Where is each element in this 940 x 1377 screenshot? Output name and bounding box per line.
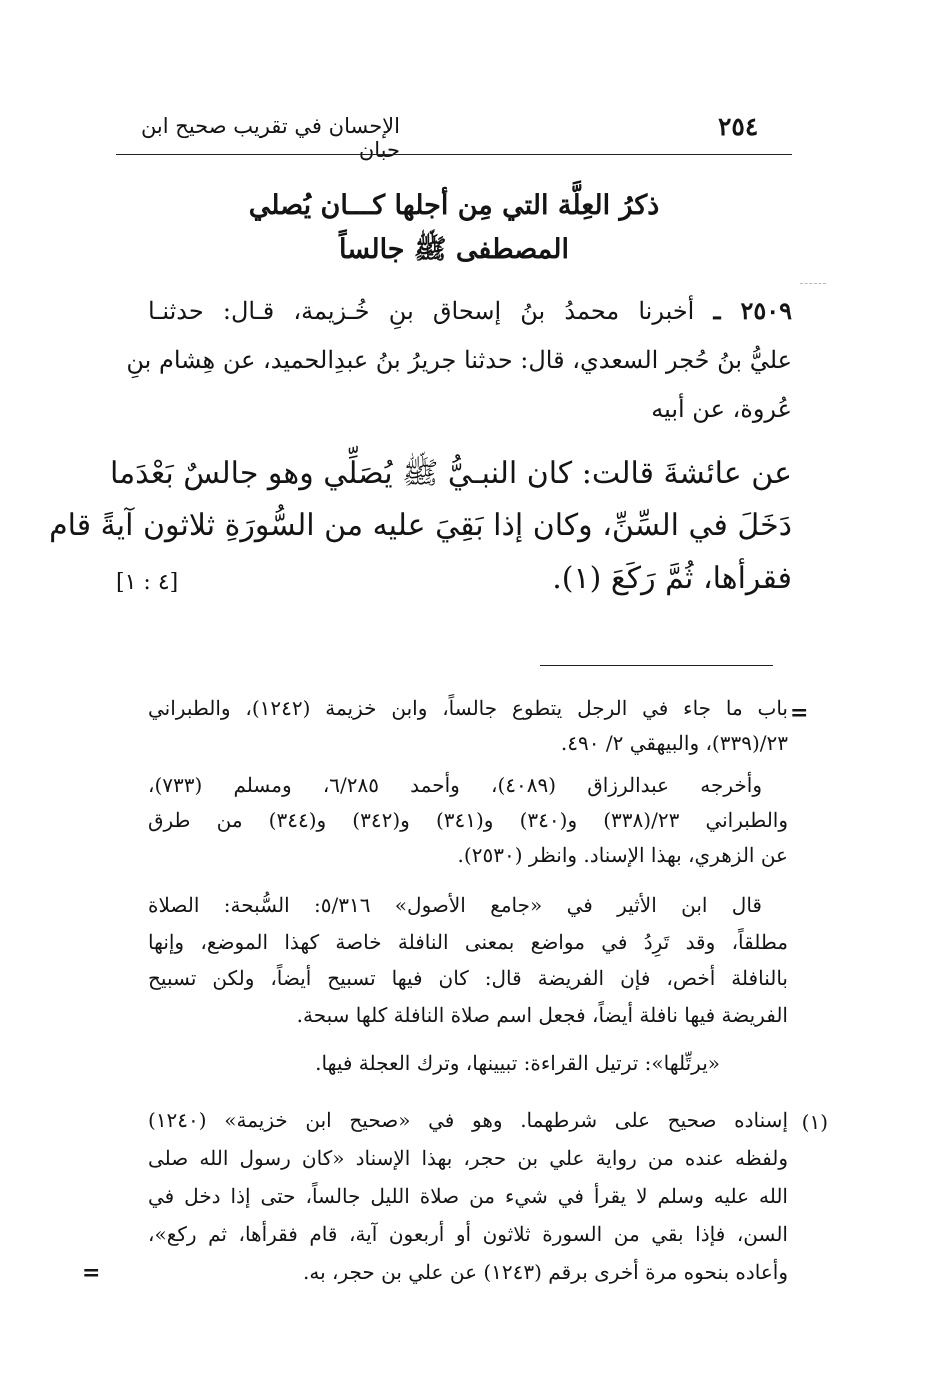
footnote-continued-line-9: الفريضة فيها نافلة أيضاً، فجعل اسم صلاة النافلة كلها سبحة. xyxy=(296,1003,788,1027)
running-header-title: الإحسان في تقريب صحيح ابن حبان xyxy=(140,114,400,162)
footnote-continued-line-10: «يرتِّلها»: ترتيل القراءة: تبيينها، وترك العجلة فيها. xyxy=(315,1051,720,1075)
footnote-continued-line-7: مطلقاً، وقد تَرِدُ في مواضع بمعنى النافلة خاصة كهذا الموضع، وإنها xyxy=(148,930,788,954)
footnote-rule xyxy=(540,665,773,666)
footnote-continued-from-mark: = xyxy=(790,700,809,726)
footnote-continued-line-2: ٢٣/(٣٣٩)، والبيهقي ٢/ ٤٩٠. xyxy=(560,731,788,755)
isnad-line-1 xyxy=(148,296,792,325)
isnad-line-1-text: أخبرنا محمدُ بنُ إسحاق بنِ خُـزيمة، قـال: حدثنـا xyxy=(148,297,695,325)
footnote-1-line-1: إسناده صحيح على شرطهما. وهو في «صحيح ابن خزيمة» (١٢٤٠) xyxy=(148,1108,788,1132)
hadith-text-line-1: عن عائشةَ قالت: كان النبـيُّ ﷺ يُصَلِّي وهو جالسٌ بَعْدَما xyxy=(109,456,792,491)
margin-mark xyxy=(800,283,826,284)
footnote-continued-line-3: وأخرجه عبدالرزاق (٤٠٨٩)، وأحمد ٦/٢٨٥، ومسلم (٧٣٣)، xyxy=(148,773,762,797)
footnote-continued-line-5: عن الزهري، بهذا الإسناد. وانظر (٢٥٣٠). xyxy=(457,843,788,867)
hadith-reference: [٤ : ١] xyxy=(116,570,179,595)
footnote-continued-line-6: قال ابن الأثير في «جامع الأصول» ٥/٣١٦: السُّبحة: الصلاة xyxy=(148,893,762,917)
hadith-number: ٢٥٠٩ ـ xyxy=(713,296,792,325)
footnote-1-marker: (١) xyxy=(801,1110,828,1134)
chapter-heading-line-1: ذكرُ العِلَّة التي مِن أجلها كـــان يُصلي xyxy=(248,190,660,221)
isnad-line-2: عليُّ بنُ حُجر السعدي، قال: حدثنا جريرُ بنُ عبدِالحميد، عن هِشام بنِ xyxy=(126,346,792,374)
footnote-continued-line-8: بالنافلة أخص، فإن الفريضة قال: كان فيها تسبيح أيضاً، ولكن تسبيح xyxy=(148,966,788,990)
footnote-1-line-4: السن، فإذا بقي من السورة ثلاثون أو أربعون آية، قام فقرأها، ثم ركع»، xyxy=(148,1222,788,1246)
footnote-continued-line-1: باب ما جاء في الرجل يتطوع جالساً، وابن خزيمة (١٢٤٢)، والطبراني xyxy=(148,696,788,720)
footnote-1-line-3: الله عليه وسلم لا يقرأ في شيء من صلاة الليل جالساً، حتى إذا دخل في xyxy=(148,1184,788,1208)
footnote-1-line-2: ولفظه عنده من رواية علي بن حجر، بهذا الإسناد «كان رسول الله صلى xyxy=(148,1146,788,1170)
footnote-continued-line-4: والطبراني ٢٣/(٣٣٨) و(٣٤٠) و(٣٤١) و(٣٤٢) و(٣٤٤) من طرق xyxy=(148,808,789,832)
footnote-continues-mark: = xyxy=(82,1260,101,1286)
chapter-heading-line-2: المصطفى ﷺ جالساً xyxy=(339,234,569,265)
isnad-line-3: عُروة، عن أبيه xyxy=(651,395,792,423)
header-rule xyxy=(116,154,792,155)
footnote-1-line-5: وأعاده بنحوه مرة أخرى برقم (١٢٤٣) عن علي بن حجر، به. xyxy=(302,1260,788,1284)
page-number: ٢٥٤ xyxy=(718,112,759,141)
hadith-text-line-2: دَخَلَ في السِّنِّ، وكان إذا بَقِيَ عليه من السُّورَةِ ثلاثون آيةً قام xyxy=(49,508,792,543)
hadith-text-line-3: فقرأها، ثُمَّ رَكَعَ (١). xyxy=(552,561,792,596)
